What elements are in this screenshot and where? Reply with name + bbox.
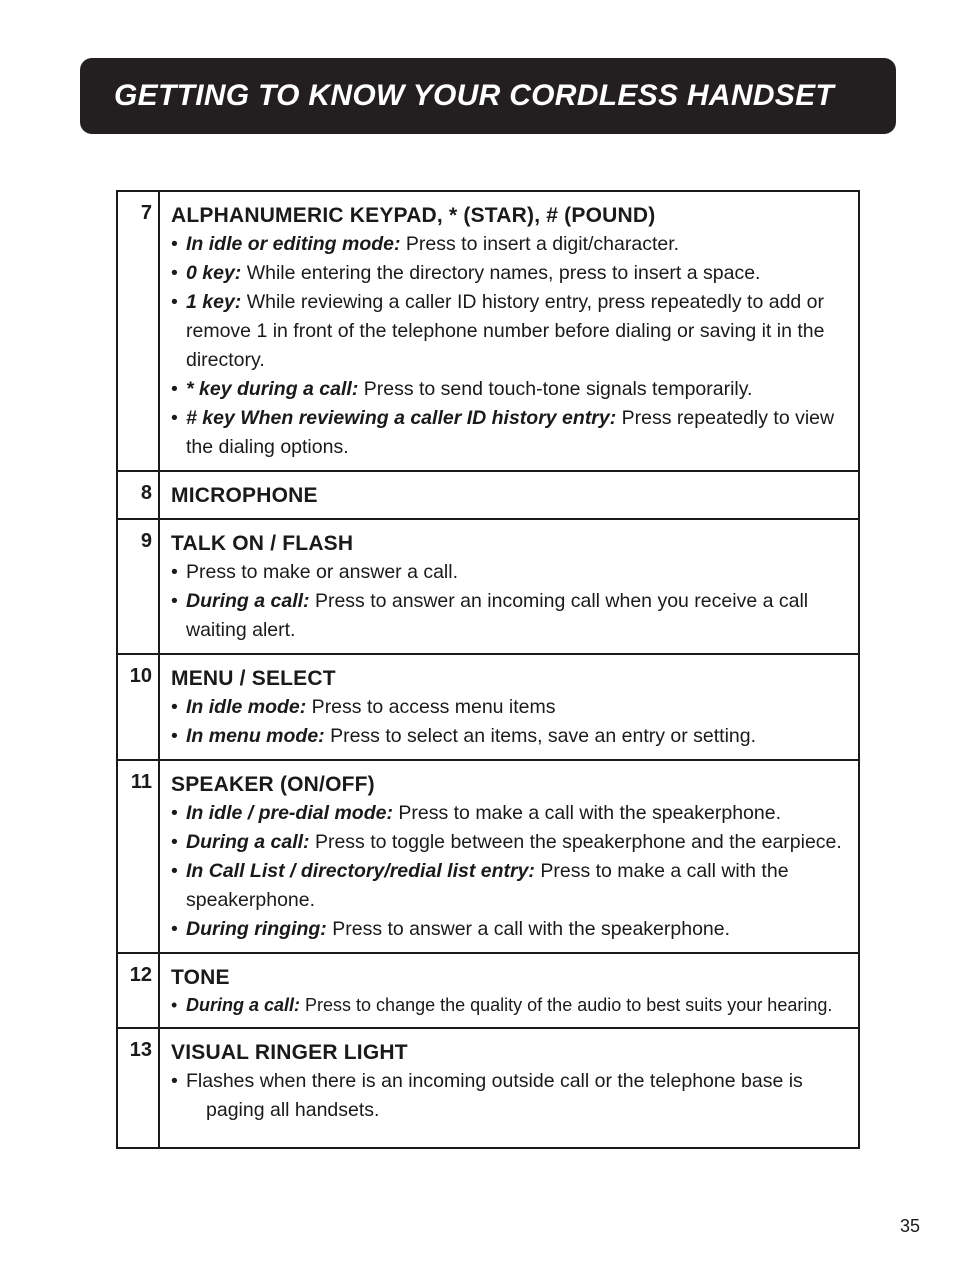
- item-label: In idle mode:: [186, 696, 307, 718]
- list-item: • During a call: Press to answer an incoming call when you receive a call waiting alert.: [171, 590, 809, 641]
- list-item: • During a call: Press to change the quality of the audio to best suits your hearing.: [171, 995, 833, 1015]
- item-label: During a call:: [186, 831, 310, 853]
- row-title: VISUAL RINGER LIGHT: [171, 1041, 408, 1064]
- row-title: MENU / SELECT: [171, 667, 336, 690]
- item-label: In menu mode:: [186, 725, 325, 747]
- list-item: • 0 key: While entering the directory names, press to insert a space.: [171, 262, 761, 284]
- item-label: During a call:: [186, 995, 301, 1015]
- list-item: • In idle mode: Press to access menu items: [171, 696, 556, 718]
- row-number: 8: [118, 472, 160, 518]
- table-row: [118, 759, 858, 952]
- item-label: * key during a call:: [186, 378, 359, 400]
- list-item: • During ringing: Press to answer a call with the speakerphone.: [171, 918, 731, 940]
- list-item: • Flashes when there is an incoming outside call or the telephone base is paging all handsets.: [171, 1070, 803, 1121]
- table-row: [118, 518, 858, 653]
- item-text: Press to make a call with the speakerphone.: [186, 860, 789, 911]
- item-text: Press to toggle between the speakerphone and the earpiece.: [309, 831, 842, 853]
- item-text: While entering the directory names, press to insert a space.: [241, 262, 761, 284]
- item-text: Press to answer an incoming call when you receive a call waiting alert.: [186, 590, 809, 641]
- row-body: [160, 761, 858, 952]
- list-item: • In menu mode: Press to select an items, save an entry or setting.: [171, 725, 757, 747]
- item-label: During a call:: [186, 590, 310, 612]
- section-header: [80, 58, 896, 134]
- page-number: 35: [899, 1216, 920, 1236]
- row-title: TALK ON / FLASH: [171, 532, 354, 555]
- item-text: Press to change the quality of the audio to best suits your hearing.: [300, 995, 833, 1015]
- row-number: 10: [118, 655, 160, 759]
- row-title: TONE: [171, 966, 230, 989]
- table-row: [118, 1027, 858, 1147]
- item-text: Press to access menu items: [306, 696, 556, 718]
- row-title: SPEAKER (ON/OFF): [171, 773, 375, 796]
- item-text: Press to make or answer a call.: [186, 561, 459, 583]
- item-label: In idle / pre-dial mode:: [186, 802, 393, 824]
- item-text: Press to make a call with the speakerphone.: [392, 802, 781, 824]
- item-text: Flashes when there is an incoming outside call or the telephone base is paging all handsets.: [186, 1070, 803, 1121]
- row-number: 13: [118, 1029, 160, 1147]
- item-label: In Call List / directory/redial list entry:: [186, 860, 535, 882]
- item-label: During ringing:: [186, 918, 327, 940]
- list-item: • Press to make or answer a call.: [171, 561, 459, 583]
- row-number: 7: [118, 192, 160, 470]
- item-label: In idle or editing mode:: [186, 233, 401, 255]
- list-item: • In idle / pre-dial mode: Press to make a call with the speakerphone.: [171, 802, 781, 824]
- table-row: [118, 952, 858, 1027]
- table-row: [118, 470, 858, 518]
- row-body: [160, 520, 858, 653]
- item-text: Press repeatedly to view the dialing options.: [186, 407, 835, 458]
- row-number: 11: [118, 761, 160, 952]
- row-body: [160, 954, 858, 1027]
- item-label: 0 key:: [186, 262, 242, 284]
- list-item: • # key When reviewing a caller ID history entry: Press repeatedly to view the dialing options.: [171, 407, 835, 458]
- page-title: GETTING TO KNOW YOUR CORDLESS HANDSET: [114, 79, 835, 112]
- list-item: • * key during a call: Press to send touch-tone signals temporarily.: [171, 378, 753, 400]
- item-text: While reviewing a caller ID history entry, press repeatedly to add or remove 1 in front of the telephone number before dialing or saving it in the directory.: [186, 291, 825, 371]
- row-body: [160, 192, 858, 470]
- row-number: 9: [118, 520, 160, 653]
- features-table: [116, 190, 860, 1149]
- item-text: Press to send touch-tone signals temporarily.: [358, 378, 753, 400]
- list-item: • 1 key: While reviewing a caller ID history entry, press repeatedly to add or remove 1 in front of the telephone number before dialing or saving it in the directory.: [171, 291, 825, 371]
- table-row: [118, 192, 858, 470]
- item-text: Press to insert a digit/character.: [400, 233, 680, 255]
- list-item: • During a call: Press to toggle between the speakerphone and the earpiece.: [171, 831, 842, 853]
- row-body: [160, 655, 858, 759]
- list-item: • In Call List / directory/redial list entry: Press to make a call with the speakerphone.: [171, 860, 789, 911]
- list-item: • In idle or editing mode: Press to insert a digit/character.: [171, 233, 680, 255]
- row-number: 12: [118, 954, 160, 1027]
- table-row: [118, 653, 858, 759]
- item-text: Press to answer a call with the speakerphone.: [326, 918, 731, 940]
- item-label: 1 key:: [186, 291, 242, 313]
- item-label: # key When reviewing a caller ID history entry:: [186, 407, 617, 429]
- row-body: [160, 1029, 858, 1147]
- row-body: [160, 472, 858, 518]
- row-title: ALPHANUMERIC KEYPAD, * (STAR), # (POUND): [171, 204, 656, 227]
- row-title: MICROPHONE: [171, 484, 318, 507]
- item-text: Press to select an items, save an entry or setting.: [324, 725, 757, 747]
